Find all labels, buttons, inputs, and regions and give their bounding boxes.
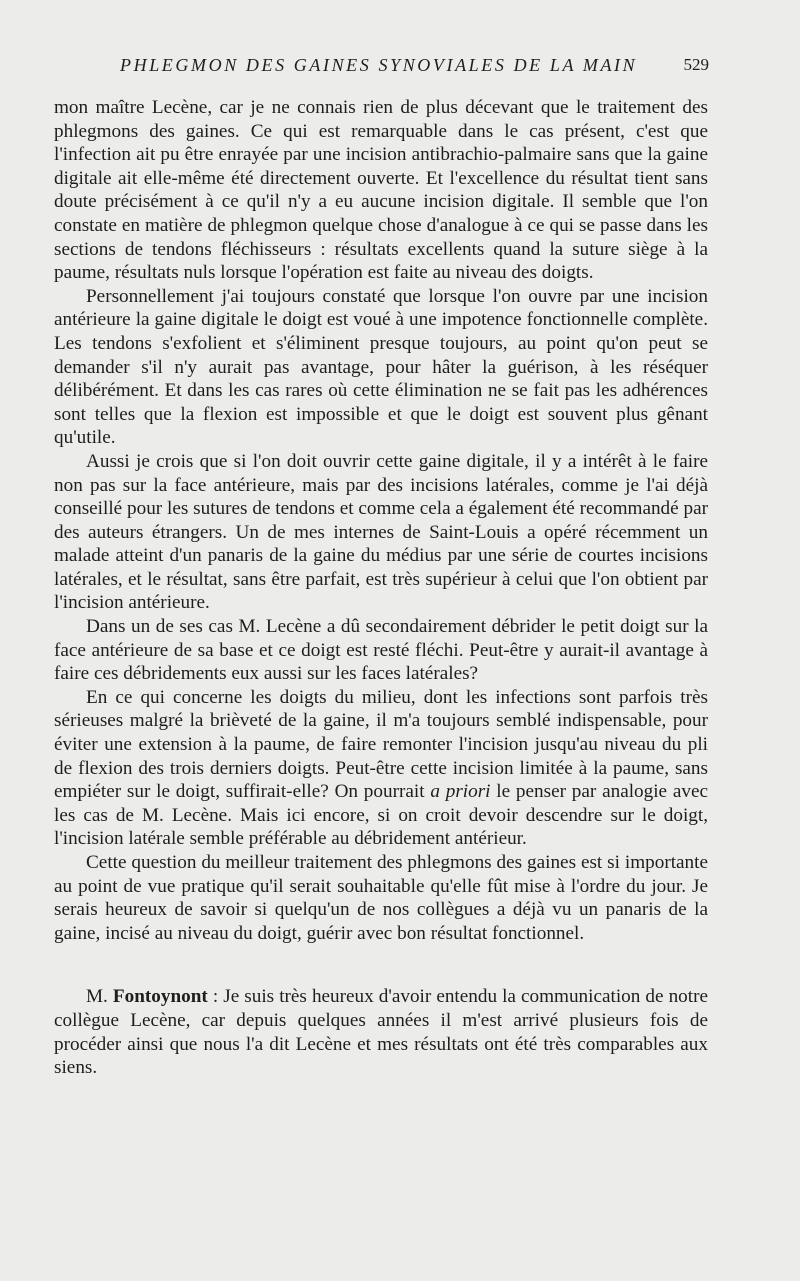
paragraph-1: mon maître Lecène, car je ne connais rien de plus décevant que le traitement des phlegmons des gaines. Ce qui est remarquable dans le cas présent, c'est que l'infection ait pu être enrayée par une incision antibrachio-palmaire sans que la gaine digitale ait elle-même été directement ouverte. Et l'excellence du résultat tient sans doute précisément à ce qu'il n'y a eu aucune incision digitale. Il semble que l'on constate en matière de phlegmon quelque chose d'analogue à ce qui se passe dans les sections de tendons fléchisseurs : résultats excellents quand la suture siège à la paume, résultats nuls lorsque l'opération est faite au niveau des doigts. bbox=[54, 97, 708, 284]
paragraph-5-text-after: le penser par analogie avec les cas de M. Lecène. Mais ici encore, si on croit devoir descendre sur le doigt, l'incision latérale semble préférable au débridement antérieur. bbox=[54, 781, 708, 850]
paragraph-5-text-before: En ce qui concerne les doigts du milieu, dont les infections sont parfois très sérieuses malgré la brièveté de la gaine, il m'a toujours semblé indispensable, pour éviter une extension à la paume, de faire remonter l'incision jusqu'au niveau du pli de flexion des trois derniers doigts. Peut-être cette incision limitée à la paume, sans empiéter sur le doigt, suffirait-elle? On pourrait bbox=[54, 686, 708, 803]
paragraph-5 bbox=[54, 686, 708, 851]
body-text bbox=[54, 96, 708, 1080]
italic-a-priori: a priori bbox=[430, 781, 491, 803]
page-number: 529 bbox=[683, 55, 709, 74]
speaker-prefix: M. bbox=[86, 986, 113, 1008]
running-header bbox=[0, 55, 800, 81]
paragraph-2: Personnellement j'ai toujours constaté que lorsque l'on ouvre par une incision antérieure la gaine digitale le doigt est voué à une impotence fonctionnelle complète. Les tendons s'exfolient et s'éliminent presque toujours, au point qu'on peut se demander s'il n'y aurait pas avantage, pour hâter la guérison, à les réséquer délibérément. Et dans les cas rares où cette élimination ne se fait pas les adhérences sont telles que la flexion est impossible et que le doigt est souvent plus gênant qu'utile. bbox=[54, 285, 708, 449]
speech-text: : Je suis très heureux d'avoir entendu la communication de notre collègue Lecène, car depuis quelques années il m'est arrivé plusieurs fois de procéder ainsi que nous l'a dit Lecène et mes résultats ont été très comparables aux siens. bbox=[54, 986, 709, 1079]
speech-paragraph bbox=[54, 985, 708, 1079]
speaker-name: Fontoynont bbox=[112, 986, 208, 1008]
running-title: PHLEGMON DES GAINES SYNOVIALES DE LA MAIN bbox=[120, 55, 638, 75]
paragraph-4: Dans un de ses cas M. Lecène a dû secondairement débrider le petit doigt sur la face antérieure de sa base et ce doigt est resté fléchi. Peut-être y aurait-il avantage à faire ces débridements eux aussi sur les faces latérales? bbox=[54, 616, 708, 685]
paragraph-6: Cette question du meilleur traitement des phlegmons des gaines est si importante au point de vue pratique qu'il serait souhaitable qu'elle fût mise à l'ordre du jour. Je serais heureux de savoir si quelqu'un de nos collègues a déjà vu un panaris de la gaine, incisé au niveau du doigt, guérir avec bon résultat fonctionnel. bbox=[54, 852, 708, 944]
paragraph-3: Aussi je crois que si l'on doit ouvrir cette gaine digitale, il y a intérêt à le faire non pas sur la face antérieure, mais par des incisions latérales, comme je l'ai déjà conseillé pour les sutures de tendons et comme cela a également été recommandé par des auteurs étrangers. Un de mes internes de Saint-Louis a opéré récemment un malade atteint d'un panaris de la gaine du médius par une série de courtes incisions latérales, et le résultat, sans être parfait, est très supérieur à celui que l'on obtient par l'incision antérieure. bbox=[54, 450, 708, 614]
